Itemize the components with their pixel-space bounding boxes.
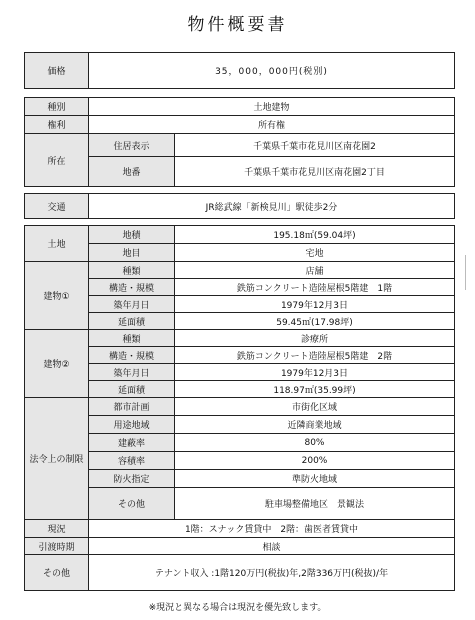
legal-plan-label: 都市計画 (89, 398, 175, 416)
row-transport (25, 194, 455, 219)
legal-plan-value: 市街化区域 (175, 398, 455, 416)
row-land-area (25, 226, 455, 244)
b2-structure-value: 鉄筋コンクリート造陸屋根5階建 2階 (175, 347, 455, 364)
row-b1-structure (25, 279, 455, 296)
scan-artifact (465, 255, 466, 290)
rights-label: 権利 (25, 116, 89, 134)
address-label: 住居表示 (89, 134, 175, 157)
property-summary-table (24, 52, 455, 591)
b1-floor-label: 延面積 (89, 313, 175, 330)
handover-label: 引渡時期 (25, 538, 89, 555)
row-b2-kind (25, 330, 455, 347)
row-rights (25, 116, 455, 134)
b1-floor-value: 59.45㎡(17.98坪) (175, 313, 455, 330)
legal-fire-value: 準防火地域 (175, 470, 455, 488)
row-type (25, 98, 455, 116)
handover-value: 相談 (89, 538, 455, 555)
land-category-value: 宅地 (175, 244, 455, 262)
building2-label: 建物② (25, 330, 89, 398)
land-area-value: 195.18㎡(59.04坪) (175, 226, 455, 244)
spacer (25, 187, 455, 194)
status-label: 現況 (25, 520, 89, 538)
row-b1-built (25, 296, 455, 313)
building1-label: 建物① (25, 262, 89, 330)
b2-built-value: 1979年12月3日 (175, 364, 455, 381)
legal-zone-label: 用途地域 (89, 416, 175, 434)
row-b1-kind (25, 262, 455, 279)
b2-floor-label: 延面積 (89, 381, 175, 398)
b2-kind-value: 診療所 (175, 330, 455, 347)
type-value: 土地建物 (89, 98, 455, 116)
legal-other-label: その他 (89, 488, 175, 520)
b1-built-value: 1979年12月3日 (175, 296, 455, 313)
b1-built-label: 築年月日 (89, 296, 175, 313)
type-label: 種別 (25, 98, 89, 116)
land-label: 土地 (25, 226, 89, 262)
location-label: 所在 (25, 134, 89, 187)
legal-far-label: 容積率 (89, 452, 175, 470)
legal-fire-label: 防火指定 (89, 470, 175, 488)
b1-structure-label: 構造・規模 (89, 279, 175, 296)
row-location-lot (25, 157, 455, 187)
row-land-category (25, 244, 455, 262)
transport-value: JR総武線「新検見川」駅徒歩2分 (89, 194, 455, 219)
b1-kind-value: 店舗 (175, 262, 455, 279)
legal-far-value: 200% (175, 452, 455, 470)
row-location-address (25, 134, 455, 157)
footer-note: ※現況と異なる場合は現況を優先致します。 (148, 603, 327, 613)
price-value: 35，000，000円(税別) (89, 53, 455, 89)
land-category-label: 地目 (89, 244, 175, 262)
b2-kind-label: 種類 (89, 330, 175, 347)
b1-structure-value: 鉄筋コンクリート造陸屋根5階建 1階 (175, 279, 455, 296)
row-legal-far (25, 452, 455, 470)
row-legal-bcr (25, 434, 455, 452)
spacer (25, 219, 455, 226)
rights-value: 所有権 (89, 116, 455, 134)
legal-bcr-value: 80% (175, 434, 455, 452)
row-handover (25, 538, 455, 555)
b1-kind-label: 種類 (89, 262, 175, 279)
row-b2-structure (25, 347, 455, 364)
row-legal-zone (25, 416, 455, 434)
document-title: 物件概要書 (187, 15, 288, 35)
row-legal-plan (25, 398, 455, 416)
misc-label: その他 (25, 555, 89, 591)
row-b1-floor (25, 313, 455, 330)
b2-built-label: 築年月日 (89, 364, 175, 381)
legal-bcr-label: 建蔽率 (89, 434, 175, 452)
lot-label: 地番 (89, 157, 175, 187)
address-value: 千葉県千葉市花見川区南花園2 (175, 134, 455, 157)
row-misc (25, 555, 455, 591)
b2-floor-value: 118.97㎡(35.99坪) (175, 381, 455, 398)
transport-label: 交通 (25, 194, 89, 219)
spacer (25, 89, 455, 98)
b2-structure-label: 構造・規模 (89, 347, 175, 364)
row-price (25, 53, 455, 89)
price-label: 価格 (25, 53, 89, 89)
lot-value: 千葉県千葉市花見川区南花園2丁目 (175, 157, 455, 187)
row-legal-other (25, 488, 455, 520)
legal-label: 法令上の制限 (25, 398, 89, 520)
legal-zone-value: 近隣商業地域 (175, 416, 455, 434)
row-status (25, 520, 455, 538)
status-value: 1階：スナック賃貸中 2階：歯医者賃貸中 (89, 520, 455, 538)
row-legal-fire (25, 470, 455, 488)
land-area-label: 地積 (89, 226, 175, 244)
misc-value: テナント収入 :1階120万円(税抜)年,2階336万円(税抜)/年 (89, 555, 455, 591)
legal-other-value: 駐車場整備地区 景観法 (175, 488, 455, 520)
row-b2-built (25, 364, 455, 381)
row-b2-floor (25, 381, 455, 398)
